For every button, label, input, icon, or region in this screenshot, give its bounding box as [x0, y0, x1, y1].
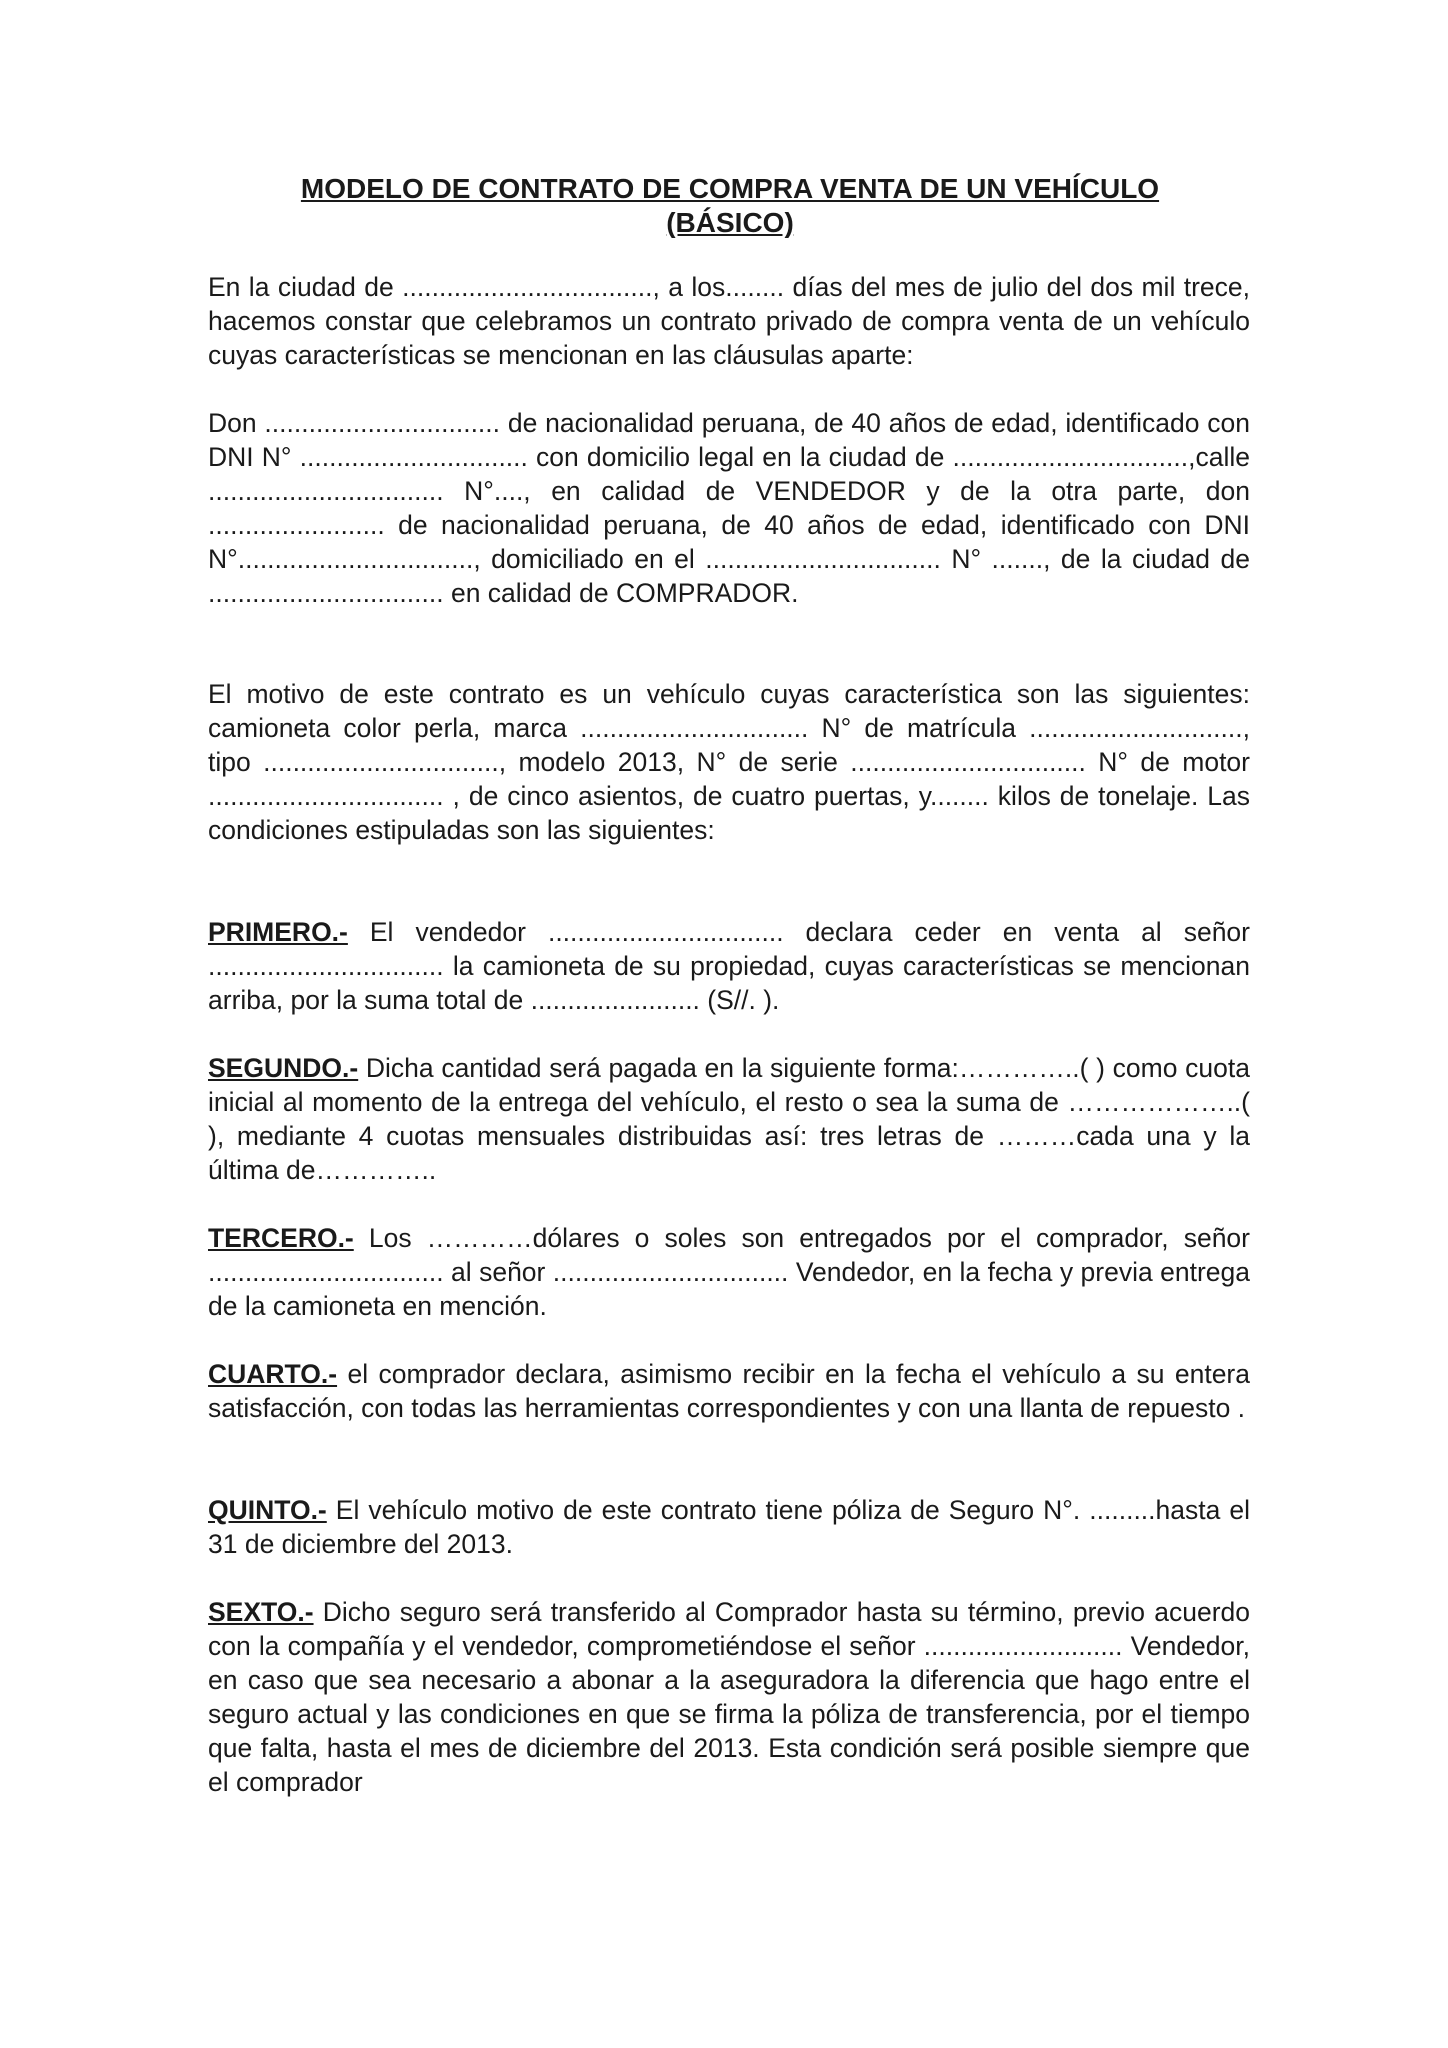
clause-heading: TERCERO.-	[208, 1223, 354, 1253]
clause-heading: PRIMERO.-	[208, 917, 348, 947]
clause-text: el comprador declara, asimismo recibir en la fecha el vehículo a su entera satisfacción, con todas las herramientas correspondientes y con una llanta de repuesto .	[208, 1359, 1250, 1423]
vehicle-paragraph: El motivo de este contrato es un vehículo cuyas característica son las siguientes: camioneta color perla, marca ............................... N° de matrícula ............................., tipo ................................, modelo 2013, N° de serie ................................ N° de motor ................................ , de cinco asientos, de cuatro puertas, y........ kilos de tonelaje. Las condiciones estipuladas son las siguientes:	[208, 679, 1250, 845]
clause-text: El vendedor ................................ declara ceder en venta al señor ................................ la camioneta de su propiedad, cuyas características se mencionan arriba, por la suma total de ....................... (S//. ).	[208, 917, 1250, 1015]
clause-heading: CUARTO.-	[208, 1359, 338, 1389]
clause-text: Los …………dólares o soles son entregados por el comprador, señor ................................ al señor ................................ Vendedor, en la fecha y previa entrega de la camioneta en mención.	[208, 1223, 1250, 1321]
clause-heading: SEGUNDO.-	[208, 1053, 359, 1083]
title-line-1: MODELO DE CONTRATO DE COMPRA VENTA DE UN VEHÍCULO	[300, 173, 1160, 204]
clause-cuarto	[208, 1357, 1250, 1425]
clause-text: El vehículo motivo de este contrato tiene póliza de Seguro N°. .........hasta el 31 de diciembre del 2013.	[208, 1495, 1250, 1559]
clause-heading: QUINTO.-	[208, 1495, 327, 1525]
clause-text: Dicha cantidad será pagada en la siguiente forma:…………..( ) como cuota inicial al momento de la entrega del vehículo, el resto o sea la suma de ………………..( ), mediante 4 cuotas mensuales distribuidas así: tres letras de ………cada una y la última de…………..	[208, 1053, 1250, 1185]
clause-heading: SEXTO.-	[208, 1597, 314, 1627]
intro-paragraph: En la ciudad de .................................., a los........ días del mes de julio del dos mil trece, hacemos constar que celebramos un contrato privado de compra venta de un vehículo cuyas características se mencionan en las cláusulas aparte:	[208, 272, 1250, 370]
clause-segundo	[208, 1051, 1250, 1187]
clause-sexto	[208, 1595, 1250, 1799]
clause-tercero	[208, 1221, 1250, 1323]
clause-text: Dicho seguro será transferido al Comprador hasta su término, previo acuerdo con la compañía y el vendedor, comprometiéndose el señor ........................... Vendedor, en caso que sea necesario a abonar a la aseguradora la diferencia que hago entre el seguro actual y las condiciones en que se firma la póliza de transferencia, por el tiempo que falta, hasta el mes de diciembre del 2013. Esta condición será posible siempre que el comprador	[208, 1597, 1250, 1797]
parties-paragraph: Don ................................ de nacionalidad peruana, de 40 años de edad, identificado con DNI N° ............................... con domicilio legal en la ciudad de ................................,calle ................................ N°...., en calidad de VENDEDOR y de la otra parte, don ........................ de nacionalidad peruana, de 40 años de edad, identificado con DNI N°................................, domiciliado en el ................................ N° ......., de la ciudad de ................................ en calidad de COMPRADOR.	[208, 408, 1250, 608]
clause-quinto	[208, 1493, 1250, 1561]
title-line-2: (BÁSICO)	[666, 207, 794, 238]
document-title	[200, 172, 1260, 240]
clause-primero	[208, 915, 1250, 1017]
